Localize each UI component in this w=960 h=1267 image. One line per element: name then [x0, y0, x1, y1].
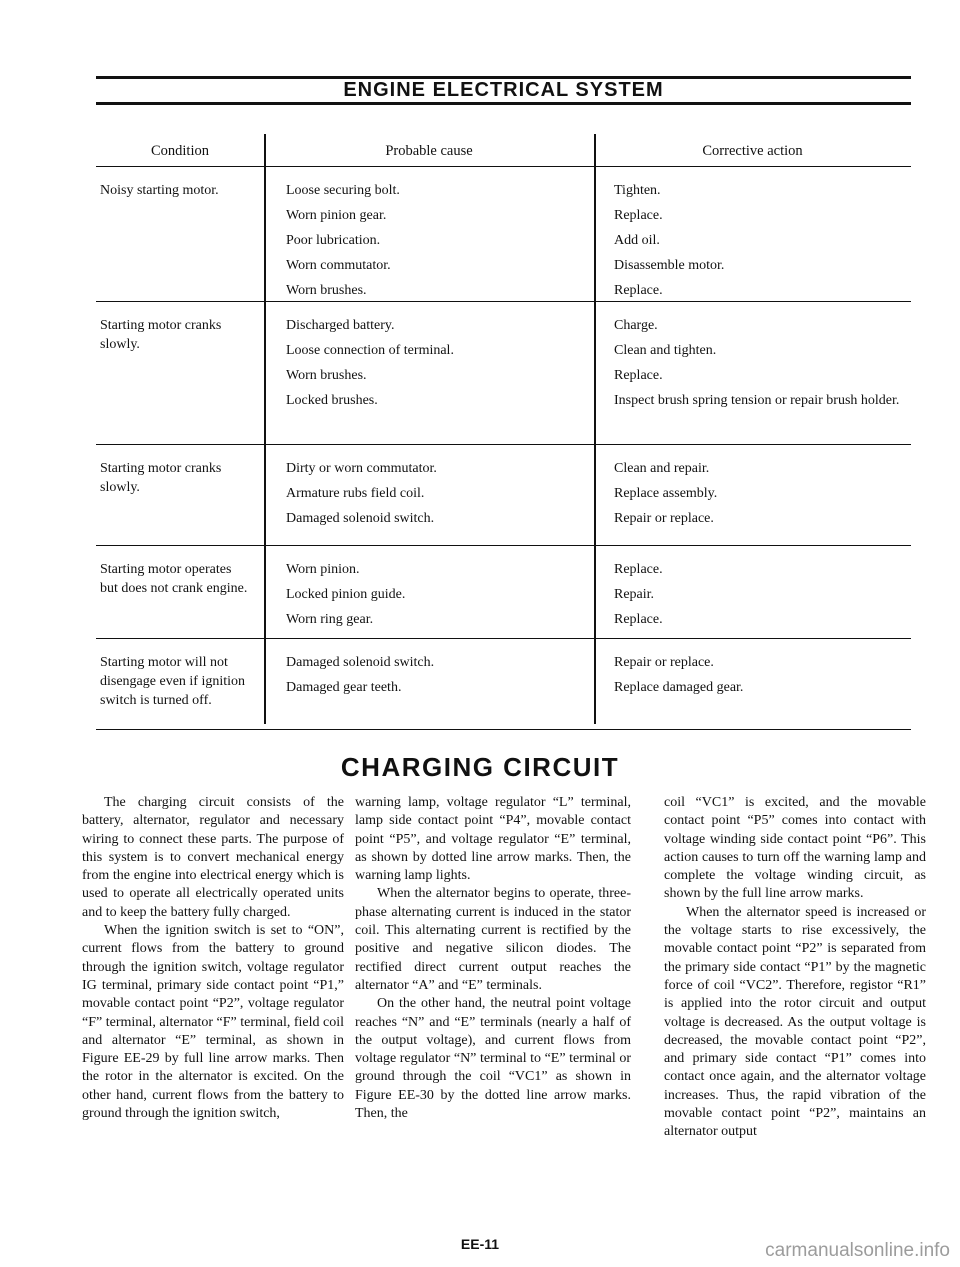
cause-line: Worn pinion gear. — [286, 208, 387, 223]
column-divider — [264, 134, 266, 724]
action-line: Replace. — [614, 368, 663, 383]
action-line: Repair or replace. — [614, 511, 714, 526]
condition-cell: Starting motor operates but does not crank engine. — [100, 562, 248, 596]
cause-line: Worn brushes. — [286, 283, 367, 298]
cause-cell — [286, 181, 586, 306]
action-cell — [614, 459, 909, 534]
condition-cell: Noisy starting motor. — [100, 183, 219, 198]
action-line: Replace. — [614, 562, 663, 577]
action-line: Inspect brush spring tension or repair brush holder. — [614, 393, 900, 408]
cause-cell — [286, 653, 586, 703]
action-line: Repair. — [614, 587, 655, 602]
troubleshooting-table — [96, 134, 911, 730]
table-row — [96, 302, 911, 445]
action-line: Replace damaged gear. — [614, 680, 744, 695]
text-column-1 — [82, 794, 344, 1123]
paragraph: warning lamp, voltage regulator “L” terminal, lamp side contact point “P4”, movable contact point “P5”, and voltage regulator “E” terminal, as shown by dotted line arrow marks. Then, the warning lamp lights. — [355, 795, 631, 884]
action-cell — [614, 653, 909, 703]
action-cell — [614, 181, 909, 306]
condition-cell: Starting motor cranks slowly. — [100, 461, 222, 495]
section-title: CHARGING CIRCUIT — [340, 752, 620, 782]
condition-cell: Starting motor cranks slowly. — [100, 318, 222, 352]
action-line: Tighten. — [614, 183, 661, 198]
column-header-action: Corrective action — [702, 143, 803, 159]
header-rule-bottom — [96, 102, 911, 105]
column-header-cause: Probable cause — [385, 143, 473, 159]
paragraph: When the alternator speed is increased or the voltage starts to rise excessively, the movable contact point “P2” is separated from the primary side contact “P1” by the magnetic force of coil “VC2”. Therefore, registor “R1” is applied into the rotor circuit and output voltage is decreased. As the output voltage is decreased, the movable contact point “P2”, and primary side contact “P1” comes into contact once again, and the alternator voltage increases. Thus, the rapid vibration of the movable contact point “P2”, maintains an alternator output — [664, 904, 926, 1140]
cause-line: Damaged solenoid switch. — [286, 511, 435, 526]
column-divider — [594, 134, 596, 724]
table-row — [96, 167, 911, 302]
cause-line: Locked pinion guide. — [286, 587, 406, 602]
cause-line: Locked brushes. — [286, 393, 378, 408]
paragraph: coil “VC1” is excited, and the movable contact point “P5” comes into contact with voltage winding side contact point “P6”. This action causes to turn off the warning lamp and complete the voltage winding circuit, as shown by the full line arrow marks. — [664, 795, 926, 902]
cause-line: Discharged battery. — [286, 318, 395, 333]
cause-line: Worn ring gear. — [286, 612, 374, 627]
action-line: Replace. — [614, 208, 663, 223]
action-cell — [614, 560, 909, 635]
cause-cell — [286, 560, 586, 635]
cause-line: Worn commutator. — [286, 258, 391, 273]
paragraph: The charging circuit consists of the battery, alternator, regulator and necessary wiring to connect these parts. The purpose of this system is to convert mechanical energy from the engine into electrical energy which is used to operate all electrically operated units and to keep the battery fully charged. — [82, 795, 344, 920]
page-number: EE-11 — [460, 1236, 500, 1252]
paragraph: On the other hand, the neutral point voltage reaches “N” and “E” terminals (nearly a half of the output voltage), and current flows from voltage regulator “N” terminal to “E” terminal or ground through the coil “VC1” as shown in Figure EE-30 by the dotted line arrow marks. Then, the — [355, 996, 631, 1122]
table-row — [96, 546, 911, 639]
cause-line: Loose connection of terminal. — [286, 343, 454, 358]
watermark: carmanualsonline.info — [765, 1240, 950, 1261]
cause-cell — [286, 316, 586, 416]
table-header-row — [96, 134, 911, 167]
action-line: Disassemble motor. — [614, 258, 725, 273]
cause-line: Loose securing bolt. — [286, 183, 400, 198]
cause-line: Worn pinion. — [286, 562, 360, 577]
action-line: Charge. — [614, 318, 658, 333]
cause-line: Damaged gear teeth. — [286, 680, 402, 695]
action-line: Replace assembly. — [614, 486, 718, 501]
condition-cell: Starting motor will not disengage even if ignition switch is turned off. — [100, 655, 246, 708]
action-cell — [614, 316, 909, 416]
action-line: Add oil. — [614, 233, 660, 248]
cause-line: Dirty or worn commutator. — [286, 461, 437, 476]
text-column-3 — [664, 794, 926, 1142]
paragraph: When the ignition switch is set to “ON”, current flows from the battery to ground through the ignition switch, voltage regulator IG terminal, primary side contact point “P1,” movable contact point “P2”, voltage regulator “F” terminal, alternator “F” terminal, field coil and alternator “E” terminal, as shown in Figure EE-29 by full line arrow marks. Then the rotor in the alternator is excited. On the other hand, current flows from the battery to ground through the ignition switch, — [82, 923, 345, 1122]
cause-line: Armature rubs field coil. — [286, 486, 425, 501]
action-line: Replace. — [614, 612, 663, 627]
action-line: Clean and tighten. — [614, 343, 717, 358]
cause-line: Worn brushes. — [286, 368, 367, 383]
column-header-condition: Condition — [150, 143, 209, 159]
table-row — [96, 639, 911, 730]
paragraph: When the alternator begins to operate, three-phase alternating current is induced in the stator coil. This alternating current is rectified by the positive and negative silicon diodes. The rectified direct current output reaches the alternator “A” and “E” terminals. — [355, 886, 631, 993]
cause-cell — [286, 459, 586, 534]
text-column-2 — [355, 794, 631, 1123]
page-header-title: ENGINE ELECTRICAL SYSTEM — [343, 79, 664, 101]
cause-line: Damaged solenoid switch. — [286, 655, 435, 670]
action-line: Replace. — [614, 283, 663, 298]
action-line: Repair or replace. — [614, 655, 714, 670]
table-row — [96, 445, 911, 546]
action-line: Clean and repair. — [614, 461, 710, 476]
cause-line: Poor lubrication. — [286, 233, 381, 248]
